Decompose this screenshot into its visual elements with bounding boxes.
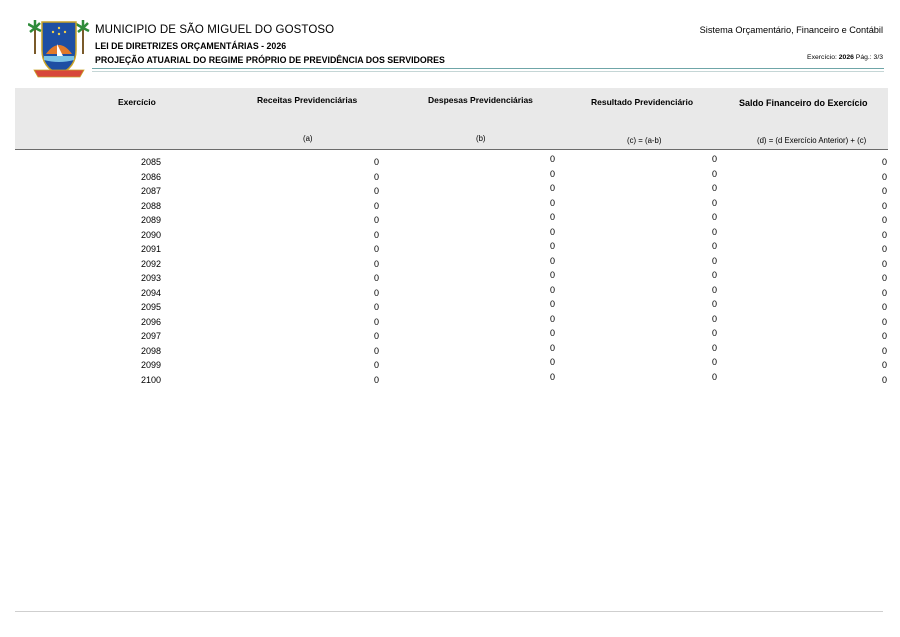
header-divider-secondary xyxy=(92,71,884,72)
exercise-label: Exercício: xyxy=(807,54,837,61)
cell-resultado: 0 xyxy=(711,357,717,367)
cell-exercicio: 2095 xyxy=(141,302,162,312)
municipality-name: MUNICIPIO DE SÃO MIGUEL DO GOSTOSO xyxy=(95,24,335,36)
cell-receitas: 0 xyxy=(373,171,379,182)
column-header-resultado: Resultado Previdenciário xyxy=(591,97,694,107)
cell-saldo: 0 xyxy=(881,244,887,254)
cell-saldo: 0 xyxy=(881,302,887,312)
cell-exercicio: 2086 xyxy=(141,171,162,182)
cell-resultado: 0 xyxy=(711,328,717,338)
cell-resultado: 0 xyxy=(711,154,717,164)
cell-receitas: 0 xyxy=(373,258,379,269)
table-row xyxy=(0,256,900,271)
cell-saldo: 0 xyxy=(881,200,887,211)
cell-saldo: 0 xyxy=(881,258,887,269)
table-row xyxy=(0,270,900,285)
cell-receitas: 0 xyxy=(373,345,379,356)
cell-exercicio: 2087 xyxy=(141,186,162,196)
cell-despesas: 0 xyxy=(549,212,555,222)
column-header-exercicio: Exercício xyxy=(118,97,156,107)
column-header-saldo: Saldo Financeiro do Exercício xyxy=(739,98,868,108)
table-row xyxy=(0,328,900,343)
cell-receitas: 0 xyxy=(373,157,379,167)
cell-receitas: 0 xyxy=(373,273,379,283)
cell-despesas: 0 xyxy=(549,313,555,324)
table-row xyxy=(0,285,900,300)
cell-exercicio: 2085 xyxy=(141,157,162,167)
cell-despesas: 0 xyxy=(549,270,555,280)
cell-saldo: 0 xyxy=(881,345,887,356)
cell-receitas: 0 xyxy=(373,302,379,312)
cell-resultado: 0 xyxy=(711,284,717,295)
cell-exercicio: 2099 xyxy=(141,360,162,370)
cell-receitas: 0 xyxy=(373,360,379,370)
table-row xyxy=(0,154,900,169)
table-row xyxy=(0,343,900,358)
cell-exercicio: 2088 xyxy=(141,200,162,211)
cell-saldo: 0 xyxy=(881,186,887,196)
column-header-receitas: Receitas Previdenciárias xyxy=(257,95,358,105)
table-row xyxy=(0,372,900,387)
column-sub-a: (a) xyxy=(303,134,313,143)
cell-saldo: 0 xyxy=(881,171,887,182)
cell-receitas: 0 xyxy=(373,215,379,225)
header-divider xyxy=(92,68,884,69)
cell-despesas: 0 xyxy=(549,357,555,367)
cell-exercicio: 2100 xyxy=(141,374,162,385)
cell-resultado: 0 xyxy=(711,270,717,280)
report-title: PROJEÇÃO ATUARIAL DO REGIME PRÓPRIO DE PREVIDÊNCIA DOS SERVIDORES xyxy=(95,55,445,65)
cell-receitas: 0 xyxy=(373,200,379,211)
cell-despesas: 0 xyxy=(549,299,555,309)
cell-despesas: 0 xyxy=(549,342,555,353)
cell-saldo: 0 xyxy=(881,331,887,341)
cell-exercicio: 2098 xyxy=(141,345,162,356)
cell-despesas: 0 xyxy=(549,154,555,164)
table-row xyxy=(0,169,900,184)
cell-receitas: 0 xyxy=(373,186,379,196)
column-header-despesas: Despesas Previdenciárias xyxy=(428,95,533,105)
municipal-coat-of-arms-icon xyxy=(28,14,90,80)
table-header-divider xyxy=(15,149,888,150)
cell-receitas: 0 xyxy=(373,287,379,298)
cell-saldo: 0 xyxy=(881,316,887,327)
cell-resultado: 0 xyxy=(711,212,717,222)
cell-resultado: 0 xyxy=(711,255,717,266)
cell-exercicio: 2092 xyxy=(141,258,162,269)
cell-saldo: 0 xyxy=(881,157,887,167)
cell-despesas: 0 xyxy=(549,183,555,193)
cell-despesas: 0 xyxy=(549,284,555,295)
cell-receitas: 0 xyxy=(373,244,379,254)
cell-exercicio: 2093 xyxy=(141,273,162,283)
table-body xyxy=(0,154,900,386)
cell-saldo: 0 xyxy=(881,287,887,298)
exercise-page-info xyxy=(807,54,883,61)
table-row xyxy=(0,357,900,372)
cell-despesas: 0 xyxy=(549,371,555,382)
cell-saldo: 0 xyxy=(881,215,887,225)
cell-despesas: 0 xyxy=(549,255,555,266)
cell-saldo: 0 xyxy=(881,360,887,370)
cell-resultado: 0 xyxy=(711,371,717,382)
column-sub-d: (d) = (d Exercício Anterior) + (c) xyxy=(757,136,867,145)
cell-exercicio: 2089 xyxy=(141,215,162,225)
table-row xyxy=(0,198,900,213)
cell-saldo: 0 xyxy=(881,229,887,240)
cell-resultado: 0 xyxy=(711,342,717,353)
cell-receitas: 0 xyxy=(373,316,379,327)
cell-exercicio: 2097 xyxy=(141,331,162,341)
table-row xyxy=(0,241,900,256)
table-row xyxy=(0,227,900,242)
cell-exercicio: 2090 xyxy=(141,229,162,240)
cell-resultado: 0 xyxy=(711,168,717,179)
table-header xyxy=(15,88,888,150)
system-name: Sistema Orçamentário, Financeiro e Contábil xyxy=(699,25,883,35)
page-number: Pág.: 3/3 xyxy=(855,54,883,61)
cell-despesas: 0 xyxy=(549,197,555,208)
report-header xyxy=(0,0,900,80)
cell-despesas: 0 xyxy=(549,226,555,237)
cell-receitas: 0 xyxy=(373,374,379,385)
cell-resultado: 0 xyxy=(711,226,717,237)
cell-saldo: 0 xyxy=(881,374,887,385)
exercise-value: 2026 xyxy=(838,54,854,61)
cell-despesas: 0 xyxy=(549,168,555,179)
cell-resultado: 0 xyxy=(711,197,717,208)
cell-receitas: 0 xyxy=(373,331,379,341)
cell-despesas: 0 xyxy=(549,328,555,338)
cell-exercicio: 2096 xyxy=(141,316,162,327)
table-row xyxy=(0,314,900,329)
cell-resultado: 0 xyxy=(711,241,717,251)
footer-divider xyxy=(15,611,883,612)
cell-resultado: 0 xyxy=(711,183,717,193)
ldo-title: LEI DE DIRETRIZES ORÇAMENTÁRIAS - 2026 xyxy=(95,41,287,51)
table-row xyxy=(0,183,900,198)
column-sub-c: (c) = (a-b) xyxy=(627,136,662,145)
cell-resultado: 0 xyxy=(711,299,717,309)
table-row xyxy=(0,299,900,314)
cell-despesas: 0 xyxy=(549,241,555,251)
table-row xyxy=(0,212,900,227)
cell-resultado: 0 xyxy=(711,313,717,324)
cell-saldo: 0 xyxy=(881,273,887,283)
cell-exercicio: 2094 xyxy=(141,287,162,298)
cell-exercicio: 2091 xyxy=(141,244,162,254)
cell-receitas: 0 xyxy=(373,229,379,240)
column-sub-b: (b) xyxy=(476,134,486,143)
